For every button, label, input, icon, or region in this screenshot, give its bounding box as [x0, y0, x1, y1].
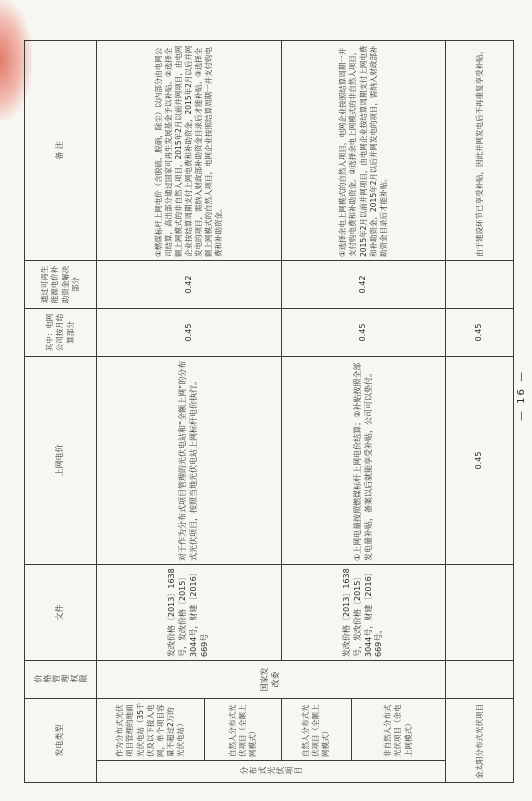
- gen-type-cell: 非自然人分布式光伏项目（余电上网模式）: [351, 699, 446, 761]
- subsidy-value: 0.42: [281, 261, 445, 309]
- gen-group-label: 分布式光伏项目: [97, 761, 446, 783]
- grid-price-cell: 对于作为分布式项目管理的光伏电站和“全额上网”的分布式光伏项目，按照当地光伏电站上网标杆电价执行。: [97, 357, 282, 565]
- remarks-cell: ①选择余电上网模式的自然人项目，电网企业按照结算周期一并支付购电费和补助资金。②选择余电上网模式的非自然人项目，2015年2月以前并网项目，由电网企业按结算周期支付上网电费和补助资金，2015年2月以后并网发电的项目，需纳入财政部补助资金目录后才能补贴。: [281, 41, 445, 261]
- grid-price-cell: ①上网电量按照燃煤标杆上网电价结算；②补贴按照全部发电量补贴，备案以后就能享受补贴，公司可以垫付。: [281, 357, 445, 565]
- table-row: [97, 41, 205, 783]
- gen-type-cell: 作为分布式光伏项目管理的地面光伏电站（35千伏及以下接入电网，单个项目容量不超过2万的光伏电站）: [97, 699, 205, 761]
- header-subsidy: 通过可再生能源电价补助资金解决部分: [25, 261, 97, 309]
- header-remarks: 备 注: [25, 41, 97, 261]
- table-row: [446, 41, 514, 783]
- doc-cell: 发改价格〔2013〕1638号，发改价格〔2015〕3044号，财建〔2016〕669号。: [281, 565, 445, 661]
- gen-type-cell: 自然人分布式光伏项目（全额上网模式）: [281, 699, 351, 761]
- price-table: [24, 40, 514, 783]
- header-price-auth: 价格管理权限: [25, 661, 97, 699]
- header-gen-type: 发电类型: [25, 699, 97, 783]
- header-doc: 文件: [25, 565, 97, 661]
- doc-cell: 发改价格〔2013〕1638号，发改价格〔2015〕3044号，财建〔2016〕669号: [97, 565, 282, 661]
- subsidy-value: 0.42: [97, 261, 282, 309]
- page-number: — 16 —: [516, 369, 527, 421]
- price-auth-empty: [446, 661, 514, 699]
- remarks-cell: 由于建设环节已享受补贴，因此并网发电后不再重复享受补贴。: [446, 41, 514, 261]
- grid-price-value: 0.45: [446, 357, 514, 565]
- subsidy-empty: [446, 261, 514, 309]
- grid-paid-value: 0.45: [97, 309, 282, 357]
- gen-type-cell: 自然人分布式光伏项目（全额上网模式）: [205, 699, 282, 761]
- remarks-cell: ①燃煤标杆上网电价（含脱硫、脱硝，除尘）以内部分由电网公司结算，高出部分通过国家可再生发展基金予以补贴。②选择全额上网模式的非自然人项目，2015年2月以前并网项目，由电网企业按结算周期支付上网电费和补助资金，2015年2月以后并网发电的项目，需纳入财政部补助资金目录后才能补贴。③选择全额上网模式的自然人项目，电网企业按照结算周期一并支付购电费和补助资金。: [97, 41, 282, 261]
- header-grid-paid: 其中：电网公司按月结算部分: [25, 309, 97, 357]
- header-grid-price: 上网电价: [25, 357, 97, 565]
- doc-empty: [446, 565, 514, 661]
- grid-paid-value: 0.45: [281, 309, 445, 357]
- table-header-row: [25, 41, 97, 783]
- gen-type-cell: 金太阳分布式光伏项目: [446, 699, 514, 783]
- price-auth-cell: 国家发改委: [97, 661, 446, 699]
- grid-paid-value: 0.45: [446, 309, 514, 357]
